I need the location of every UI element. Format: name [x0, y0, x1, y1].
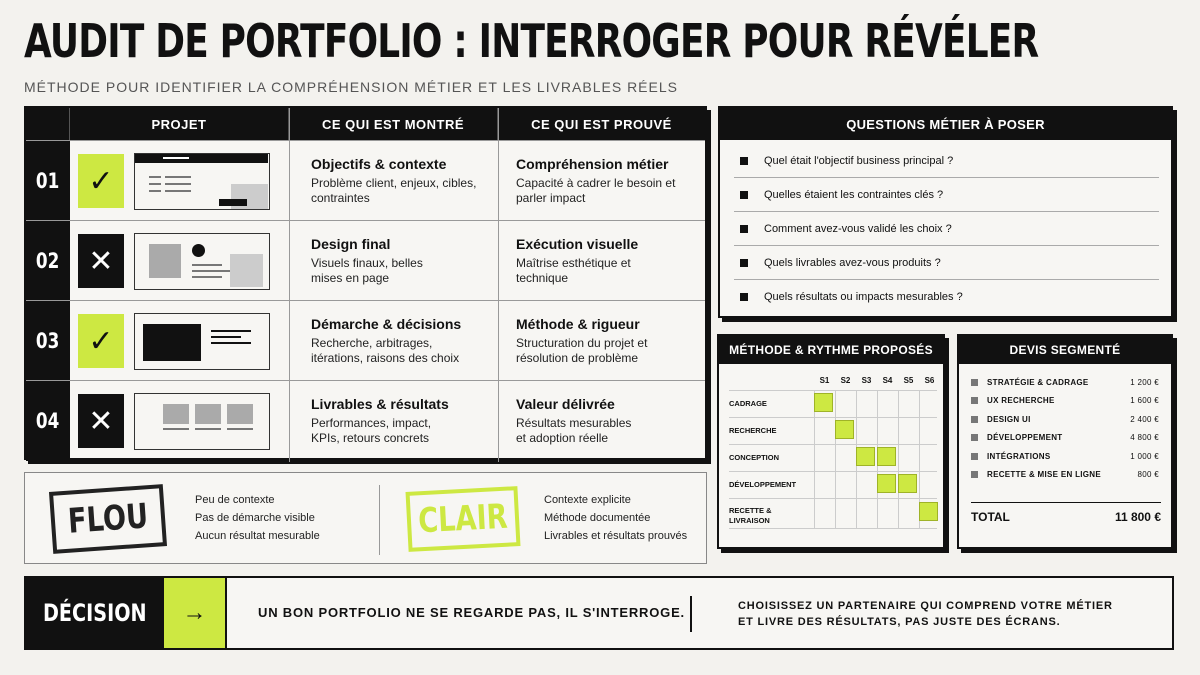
page-subtitle: MÉTHODE POUR IDENTIFIER LA COMPRÉHENSION MÉTIER ET LES LIVRABLES RÉELS [24, 79, 678, 95]
devis-title: DEVIS SEGMENTÉ [959, 336, 1171, 364]
bullet-icon [740, 225, 748, 233]
decision-label: DÉCISION [26, 578, 164, 648]
decision-divider [690, 596, 692, 632]
method-panel [717, 334, 945, 549]
devis-line: STRATÉGIE & CADRAGE 1 200 € [971, 374, 1159, 390]
proven-title: Compréhension métier [516, 156, 669, 172]
question-item: Quel était l'objectif business principal ? [734, 144, 1159, 178]
table-row [26, 380, 705, 460]
question-item: Quels résultats ou impacts mesurables ? [734, 280, 1159, 314]
bullet-icon [740, 191, 748, 199]
phase-label: CONCEPTION [729, 453, 780, 462]
phase-label: CADRAGE [729, 399, 767, 408]
schedule-cell [877, 447, 896, 466]
question-item: Quels livrables avez-vous produits ? [734, 246, 1159, 280]
questions-title: QUESTIONS MÉTIER À POSER [720, 108, 1171, 140]
proven-title: Valeur délivrée [516, 396, 615, 412]
devis-line: DESIGN UI 2 400 € [971, 411, 1159, 427]
page-title: AUDIT DE PORTFOLIO : INTERROGER POUR RÉVÉLER [24, 14, 1039, 68]
shown-title: Design final [311, 236, 391, 252]
question-item: Comment avez-vous validé les choix ? [734, 212, 1159, 246]
row-number: 03 [26, 301, 70, 381]
devis-total [971, 510, 1161, 524]
phase-label: RECHERCHE [729, 426, 777, 435]
schedule-cell [856, 447, 875, 466]
table-row [26, 140, 705, 220]
clair-list: Contexte explicite Méthode documentée Livrables et résultats prouvés [544, 494, 688, 542]
week-label: S5 [903, 376, 914, 385]
phase-label: RECETTE & LIVRAISON [729, 506, 772, 525]
table-header-montre: CE QUI EST MONTRÉ [289, 108, 498, 140]
decision-advice: CHOISISSEZ UN PARTENAIRE QUI COMPREND VOTRE MÉTIER ET LIVRE DES RÉSULTATS, PAS JUSTE DES ÉCRANS. [738, 600, 1113, 628]
table-row [26, 300, 705, 380]
flou-list: Peu de contexte Pas de démarche visible Aucun résultat mesurable [195, 494, 320, 542]
shown-desc: Performances, impact, KPIs, retours concrets [311, 416, 432, 445]
compare-panel [24, 472, 707, 564]
decision-statement: UN BON PORTFOLIO NE SE REGARDE PAS, IL S'INTERROGE. [258, 605, 685, 620]
proven-desc: Structuration du projet et résolution de problème [516, 336, 648, 365]
week-label: S4 [882, 376, 893, 385]
week-label: S2 [840, 376, 851, 385]
week-label: S3 [861, 376, 872, 385]
table-row [26, 220, 705, 300]
devis-line: INTÉGRATIONS 1 000 € [971, 448, 1159, 464]
proven-desc: Maîtrise esthétique et technique [516, 256, 631, 285]
bullet-icon [740, 259, 748, 267]
phase-label: DÉVELOPPEMENT [729, 480, 797, 489]
check-icon: ✓ [78, 154, 124, 208]
flou-stamp: FLOU [49, 484, 167, 554]
week-label: S1 [819, 376, 830, 385]
total-label: TOTAL [971, 510, 1010, 524]
shown-desc: Recherche, arbitrages, itérations, raisons des choix [311, 336, 460, 365]
method-title: MÉTHODE & RYTHME PROPOSÉS [719, 336, 943, 364]
schedule-cell [835, 420, 854, 439]
devis-line: UX RECHERCHE 1 600 € [971, 392, 1159, 408]
shown-title: Démarche & décisions [311, 316, 462, 332]
cross-icon: ✕ [78, 394, 124, 448]
shown-desc: Visuels finaux, belles mises en page [311, 256, 423, 285]
cross-icon: ✕ [78, 234, 124, 288]
shown-desc: Problème client, enjeux, cibles, contraintes [311, 176, 477, 205]
row-number: 02 [26, 221, 70, 301]
proven-desc: Résultats mesurables et adoption réelle [516, 416, 632, 445]
devis-line: RECETTE & MISE EN LIGNE 800 € [971, 466, 1159, 482]
proven-title: Exécution visuelle [516, 236, 639, 252]
project-thumbnail [134, 153, 270, 210]
compare-divider [379, 485, 380, 555]
project-thumbnail [134, 393, 270, 450]
project-thumbnail [134, 313, 270, 370]
bullet-icon [740, 157, 748, 165]
devis-panel [957, 334, 1173, 549]
shown-title: Livrables & résultats [311, 396, 449, 412]
questions-panel [718, 106, 1173, 318]
proven-title: Méthode & rigueur [516, 316, 640, 332]
row-number: 01 [26, 141, 70, 221]
project-thumbnail [134, 233, 270, 290]
arrow-right-icon: → [164, 578, 227, 648]
proven-desc: Capacité à cadrer le besoin et parler impact [516, 176, 676, 205]
bullet-icon [740, 293, 748, 301]
schedule-cell [898, 474, 917, 493]
total-amount: 11 800 € [1114, 510, 1161, 524]
row-number: 04 [26, 381, 70, 461]
table-header-projet: PROJET [70, 108, 289, 140]
audit-table [24, 106, 707, 460]
total-divider [971, 502, 1161, 503]
schedule-cell [814, 393, 833, 412]
decision-bar [24, 576, 1174, 650]
table-header-prouve: CE QUI EST PROUVÉ [498, 108, 705, 140]
clair-stamp: CLAIR [406, 486, 521, 552]
table-header-corner [26, 108, 70, 140]
schedule-cell [877, 474, 896, 493]
week-label: S6 [924, 376, 935, 385]
devis-line: DÉVELOPPEMENT 4 800 € [971, 429, 1159, 445]
check-icon: ✓ [78, 314, 124, 368]
shown-title: Objectifs & contexte [311, 156, 447, 172]
question-item: Quelles étaient les contraintes clés ? [734, 178, 1159, 212]
schedule-cell [919, 502, 938, 521]
